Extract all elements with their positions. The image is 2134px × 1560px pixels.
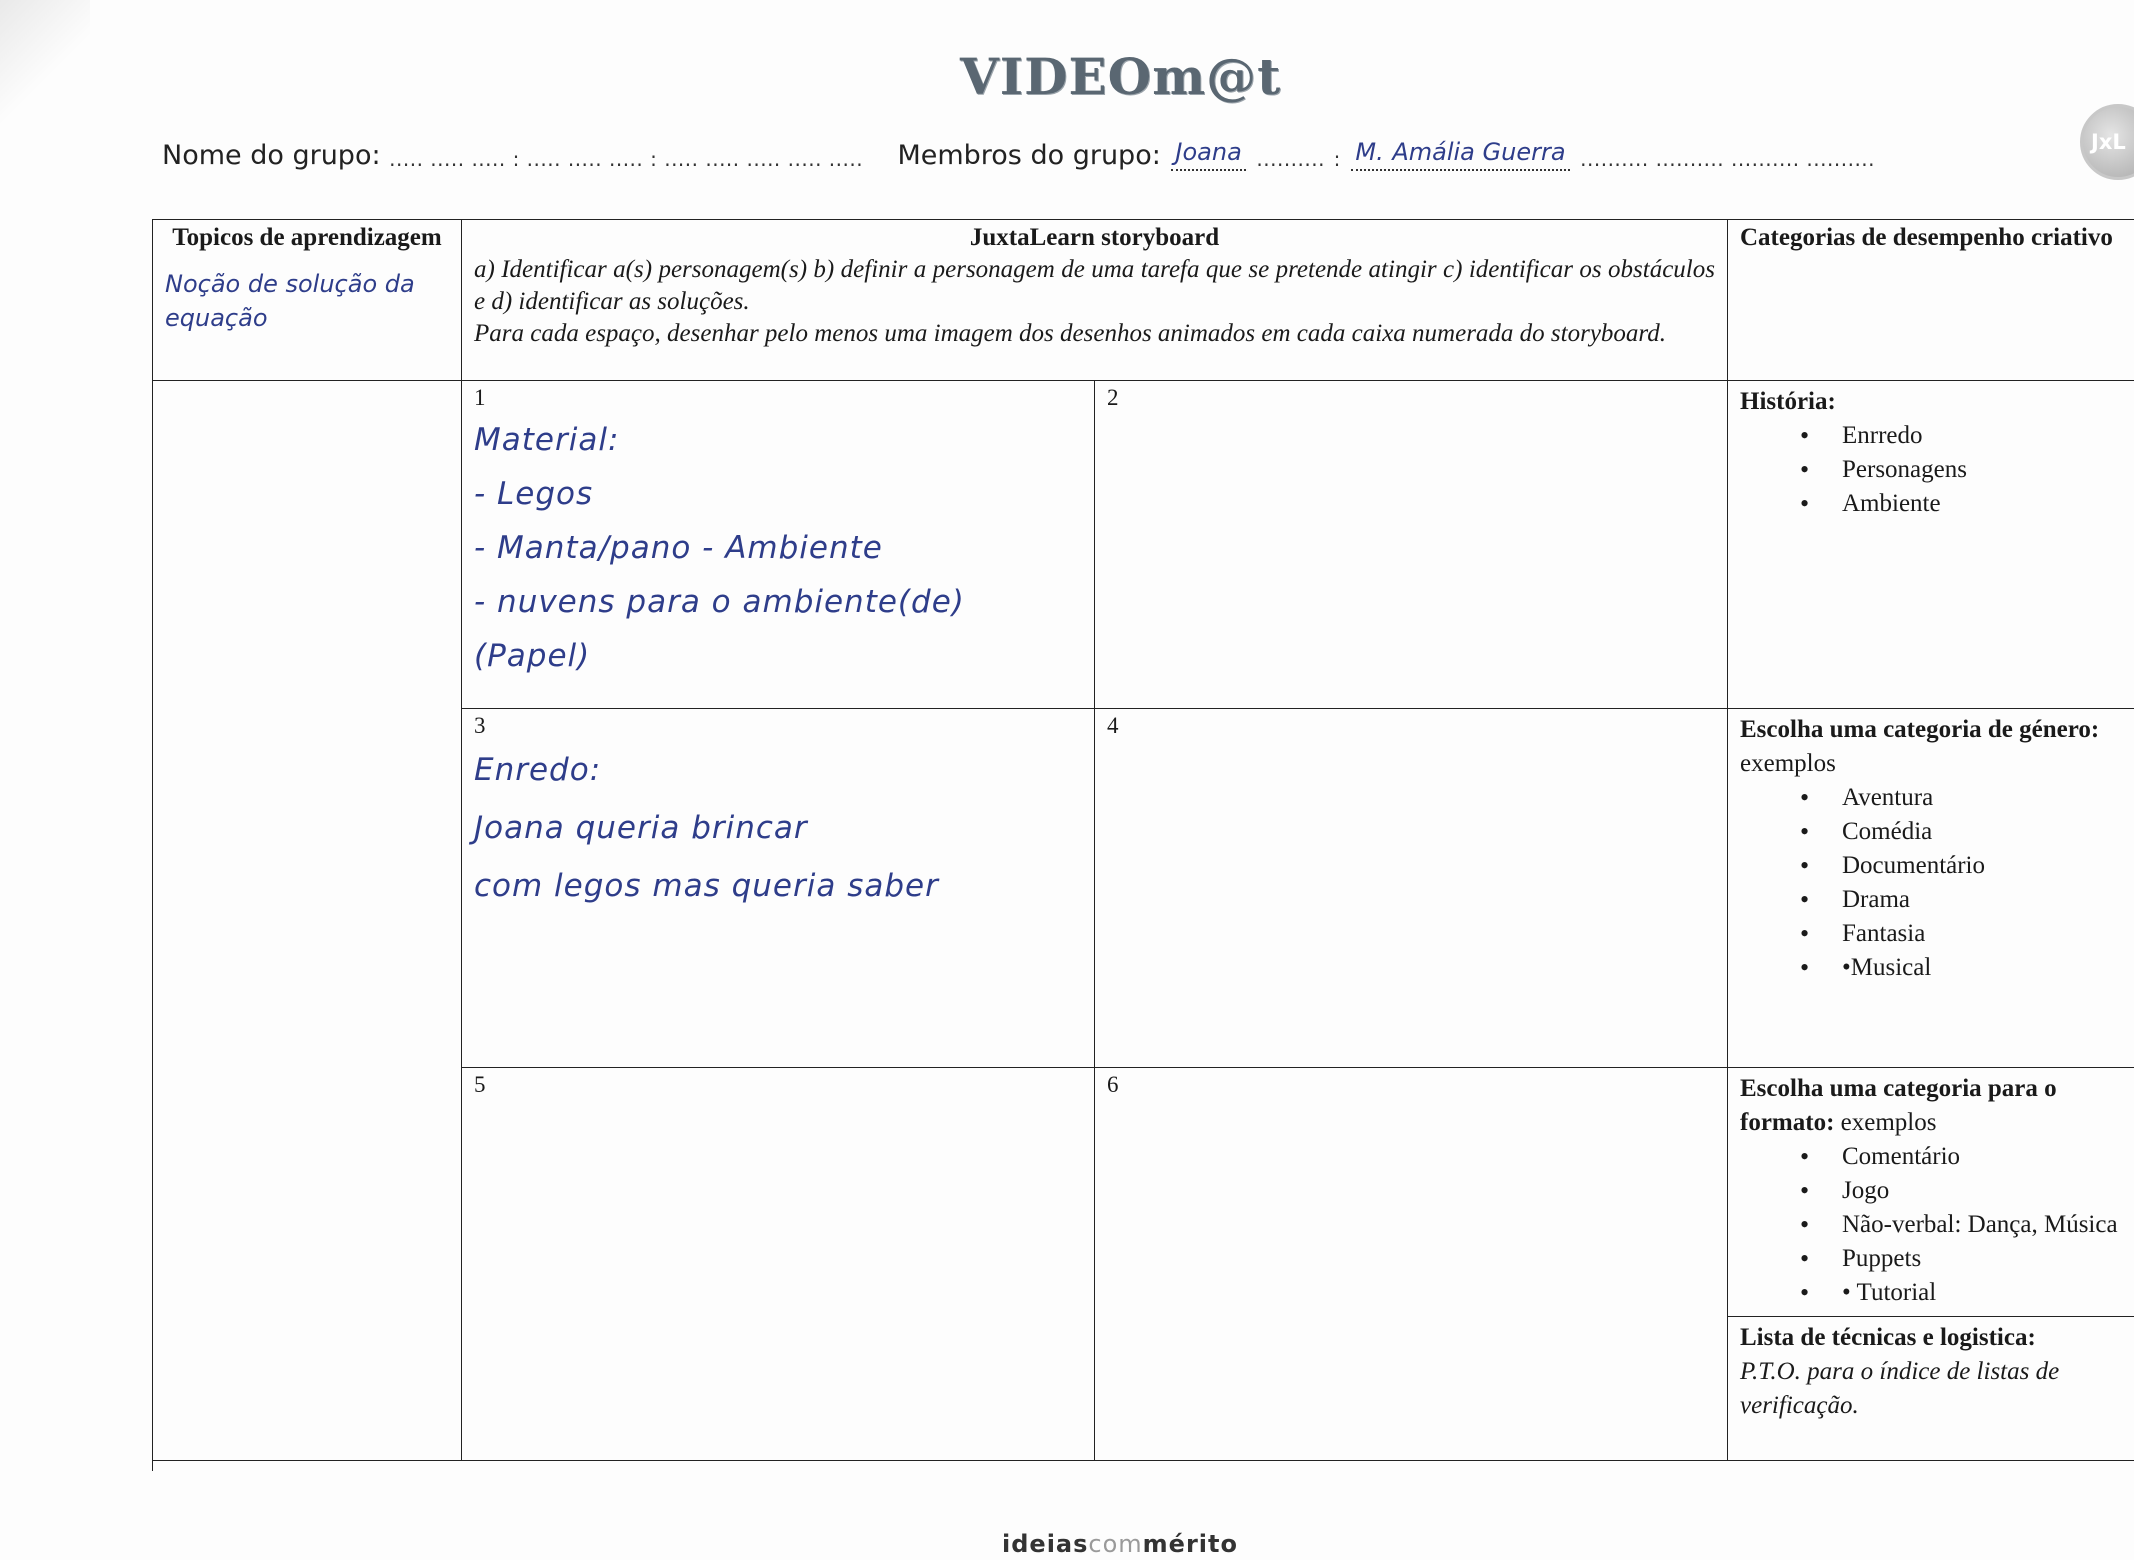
list-item: • Comédia: [1800, 815, 2122, 849]
members-label: Membros do grupo:: [897, 140, 1161, 171]
list-item: • •Musical: [1800, 951, 2122, 985]
storyboard-table: [152, 219, 2134, 1471]
juxtalearn-seal: JxL: [2080, 104, 2134, 180]
list-item: • Não-verbal: Dança, Música: [1800, 1208, 2122, 1242]
brand-part-3: mérito: [1142, 1530, 1238, 1558]
member-2: [1351, 136, 1569, 171]
storyboard-instructions: a) Identificar a(s) personagem(s) b) definir a personagem de uma tarefa que se pretende atingir c) identificar os obstáculos e d) identificar as soluções.: [474, 256, 1715, 315]
categories-header-cell: [1728, 220, 2134, 381]
ideias-com-merito-logo: [1000, 1530, 1240, 1560]
list-item: • Puppets: [1800, 1242, 2122, 1276]
panel-number: 4: [1107, 713, 1119, 738]
members-separator: :: [1333, 147, 1341, 171]
topics-body-cell: [153, 381, 462, 1461]
panel-number: 2: [1107, 385, 1119, 410]
panel-1: [462, 381, 1095, 709]
panel-1-line-5: (Papel): [474, 638, 591, 674]
genero-label: Escolha uma categoria de género:: [1740, 716, 2100, 743]
formato-list: [1740, 1140, 2122, 1310]
members-blank-mid: ..........: [1256, 147, 1325, 171]
panel-3-line-1: Enredo:: [474, 752, 602, 788]
formato-cell: [1728, 1068, 2134, 1461]
topics-header: Topicos de aprendizagem: [172, 224, 442, 251]
panel-number: 3: [474, 713, 486, 738]
paper-fold: [0, 0, 90, 140]
panel-1-line-1: Material:: [474, 422, 620, 458]
table-spacer: [153, 1461, 2134, 1472]
member-1-name: Joana: [1175, 138, 1242, 166]
list-item: • Jogo: [1800, 1174, 2122, 1208]
genero-cell: [1728, 709, 2134, 1068]
panel-6: [1095, 1068, 1728, 1461]
member-2-name: Amália Guerra: [1392, 138, 1566, 166]
videomat-logo: [960, 47, 1282, 110]
panel-1-line-3: - Manta/pano - Ambiente: [474, 530, 883, 566]
list-item: • Fantasia: [1800, 917, 2122, 951]
group-name-label: Nome do grupo:: [162, 140, 381, 171]
panel-5: [462, 1068, 1095, 1461]
genero-suffix: exemplos: [1740, 750, 1836, 777]
tecnicas-box: [1728, 1316, 2134, 1423]
panel-number: 6: [1107, 1072, 1119, 1097]
members-blanks: .......... .......... .......... ..........: [1580, 147, 1876, 171]
categories-header: Categorias de desempenho criativo: [1740, 224, 2113, 251]
list-item: • Comentário: [1800, 1140, 2122, 1174]
historia-cell: [1728, 381, 2134, 709]
topics-header-cell: [153, 220, 462, 381]
genero-list: [1740, 781, 2122, 985]
member-2-initial: M.: [1355, 138, 1384, 166]
historia-label: História:: [1740, 388, 1836, 415]
formato-suffix: exemplos: [1840, 1109, 1937, 1136]
group-line: [162, 136, 2012, 184]
brand-part-2: com: [1088, 1530, 1143, 1558]
group-name-blanks: ..... ..... ..... : ..... ..... ..... : ..... ..... ..... ..... .....: [389, 147, 864, 171]
tecnicas-label: Lista de técnicas e logistica:: [1740, 1324, 2036, 1351]
formato-label: Escolha uma categoria para o formato:: [1740, 1075, 2057, 1136]
list-item: • Documentário: [1800, 849, 2122, 883]
list-item: • • Tutorial: [1800, 1276, 2122, 1310]
list-item: • Drama: [1800, 883, 2122, 917]
panel-1-line-2: - Legos: [474, 476, 594, 512]
brand-part-1: ideias: [1002, 1530, 1089, 1558]
list-item: • Personagens: [1800, 453, 2122, 487]
list-item: • Ambiente: [1800, 487, 2122, 521]
panel-3-line-3: com legos mas queria saber: [474, 868, 939, 904]
list-item: • Aventura: [1800, 781, 2122, 815]
panel-3: [462, 709, 1095, 1068]
member-1: [1171, 136, 1245, 171]
storyboard-header-cell: [462, 220, 1728, 381]
panel-4: [1095, 709, 1728, 1068]
panel-2: [1095, 381, 1728, 709]
tecnicas-note: P.T.O. para o índice de listas de verificação.: [1740, 1358, 2060, 1419]
topics-handwritten: Noção de solução da equação: [165, 270, 415, 332]
list-item: • Enrredo: [1800, 419, 2122, 453]
logo-wordmark: VIDEOm@t: [960, 47, 1282, 106]
panel-1-line-4: - nuvens para o ambiente(de): [474, 584, 965, 620]
historia-list: [1740, 419, 2122, 521]
panel-number: 1: [474, 385, 486, 410]
panel-number: 5: [474, 1072, 486, 1097]
storyboard-title: JuxtaLearn storyboard: [969, 224, 1220, 251]
storyboard-instructions-2: Para cada espaço, desenhar pelo menos uma imagem dos desenhos animados em cada caixa numerada do storyboard.: [474, 320, 1666, 347]
panel-3-line-2: Joana queria brincar: [474, 810, 808, 846]
